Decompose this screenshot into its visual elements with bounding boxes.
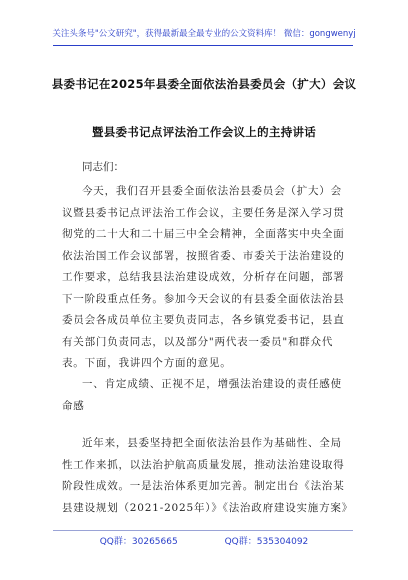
footer-divider [53, 530, 353, 531]
document-title-line-2: 暨县委书记点评法治工作会议上的主持讲话 [91, 125, 317, 139]
paragraph-2 [62, 433, 354, 519]
paragraph-line: 彻党的二十大和二十届三中全会精神，全面落实中央全面 [62, 228, 345, 240]
paragraph-line: 议暨县委书记点评法治工作会议，主要任务是深入学习贯 [62, 206, 345, 219]
paragraph-line: 县建设规划（2021-2025年）》《法治政府建设实施方案》 [62, 501, 353, 514]
paragraph-line: 依法治国工作会议部署，按照省委、市委关于法治建设的 [62, 249, 345, 262]
footer [0, 534, 408, 547]
paragraph-line: 阶段性成效。一是法治体系更加完善。制定出台《法治某 [62, 480, 345, 492]
section-heading-1 [62, 374, 354, 417]
paragraph-line: 近年来，县委坚持把全面依法治县作为基础性、全局 [82, 437, 342, 449]
heading-line: 命感 [62, 399, 85, 412]
paragraph-1 [62, 181, 354, 375]
paragraph-line: 下一阶段重点任务。参加今天会议的有县委全面依法治县 [62, 292, 345, 305]
paragraph-line: 工作要求，总结我县法治建设成效，分析存在问题，部署 [62, 271, 345, 283]
header-note: 关注头条号"公文研究"，获得最新最全最专业的公文资料库！ 微信：gongwenyj [52, 29, 356, 39]
document-title-line-1: 县委书记在2025年县委全面依法治县委员会（扩大）会议 [51, 77, 357, 91]
paragraph-line: 有关部门负责同志，以及部分"两代表一委员"和群众代 [62, 335, 334, 348]
paragraph-line: 今天，我们召开县委全面依法治县委员会（扩大）会 [82, 185, 342, 197]
footer-qq-group-2: QQ群：535304092 [224, 537, 309, 547]
paragraph-line: 表。下面，我讲四个方面的意见。 [62, 357, 232, 369]
paragraph-line: 性工作来抓，以法治护航高质量发展，推动法治建设取得 [62, 458, 345, 471]
heading-line: 一、肯定成绩、正视不足，增强法治建设的责任感使 [82, 378, 342, 390]
footer-qq-group-1: QQ群：30265665 [99, 537, 178, 547]
salutation: 同志们： [82, 161, 124, 173]
header-divider [53, 45, 353, 46]
paragraph-line: 委员会各成员单位主要负责同志，各乡镇党委书记，县直 [62, 314, 345, 326]
